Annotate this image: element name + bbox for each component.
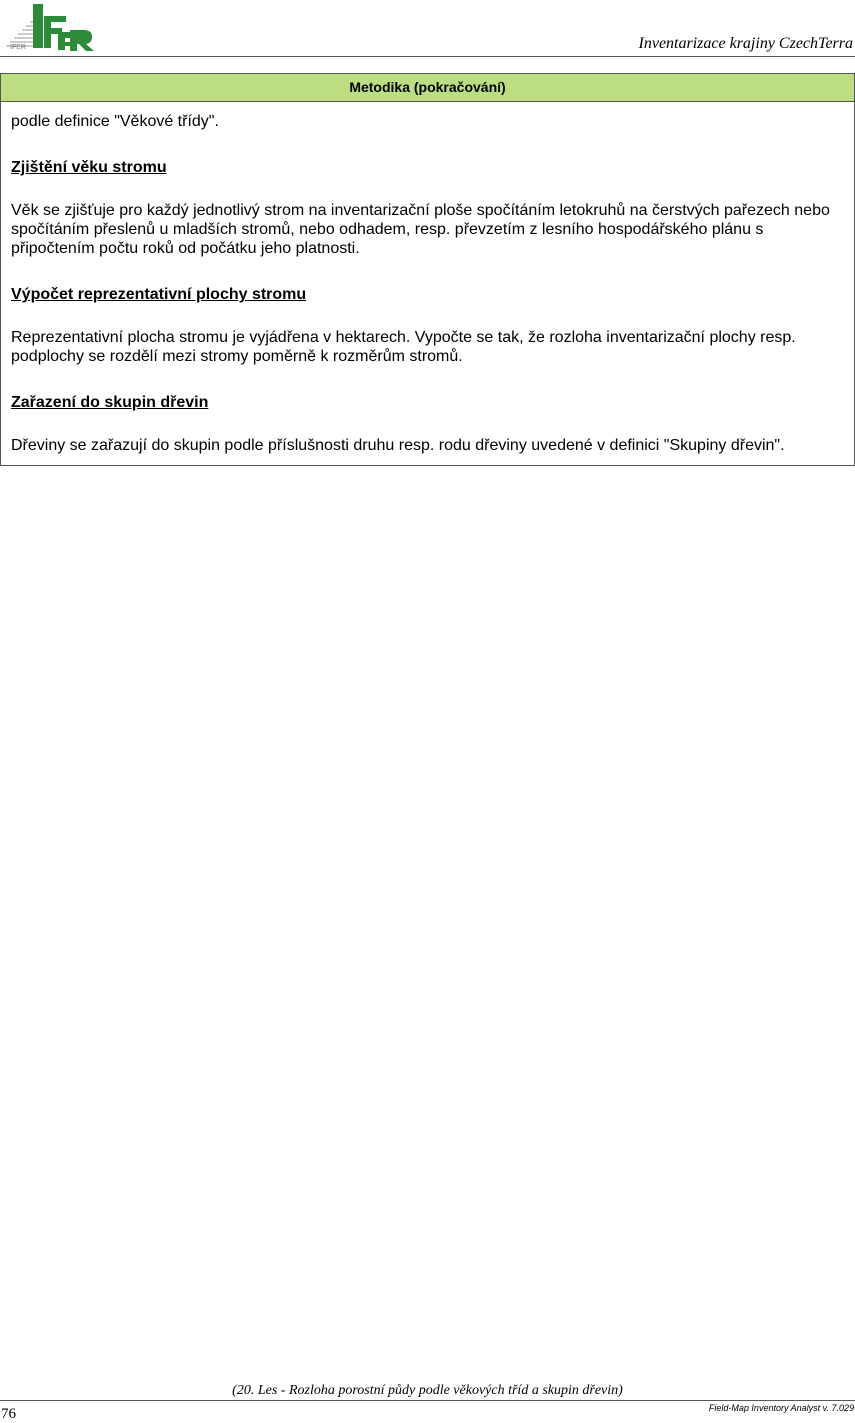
document-header-title: Inventarizace krajiny CzechTerra	[638, 35, 853, 52]
section-heading-representative-area: Výpočet reprezentativní plochy stromu	[11, 286, 307, 303]
footer-divider	[0, 1400, 855, 1401]
software-version: Field-Map Inventory Analyst v. 7.029	[708, 1403, 854, 1413]
footer-caption: (20. Les - Rozloha porostní půdy podle věkových tříd a skupin dřevin)	[232, 1383, 623, 1398]
section-heading-tree-age: Zjištění věku stromu	[11, 159, 167, 176]
intro-paragraph: podle definice "Věkové třídy".	[11, 113, 219, 130]
section-text-tree-age: Věk se zjišťuje pro každý jednotlivý strom na inventarizační ploše spočítáním letokruhů na čerstvých pařezech nebo spočítáním přeslenů u mladších stromů, nebo odhadem, resp. převzetím z lesního hospodářského plánu s připočtením počtu roků od počátku jeho platnosti.	[11, 202, 830, 257]
page-number: 76	[1, 1406, 16, 1422]
ifer-logo	[4, 2, 96, 52]
methodology-box	[0, 73, 855, 466]
svg-text:IFER: IFER	[10, 44, 26, 51]
methodology-box-heading: Metodika (pokračování)	[1, 74, 854, 102]
section-heading-species-groups: Zařazení do skupin dřevin	[11, 394, 209, 411]
methodology-box-body	[1, 102, 854, 455]
section-text-representative-area: Reprezentativní plocha stromu je vyjádřena v hektarech. Vypočte se tak, že rozloha inventarizační plochy resp. podplochy se rozdělí mezi stromy poměrně k rozměrům stromů.	[11, 329, 796, 365]
section-text-species-groups: Dřeviny se zařazují do skupin podle příslušnosti druhu resp. rodu dřeviny uvedené v definici "Skupiny dřevin".	[11, 437, 785, 454]
header-divider	[0, 56, 855, 57]
